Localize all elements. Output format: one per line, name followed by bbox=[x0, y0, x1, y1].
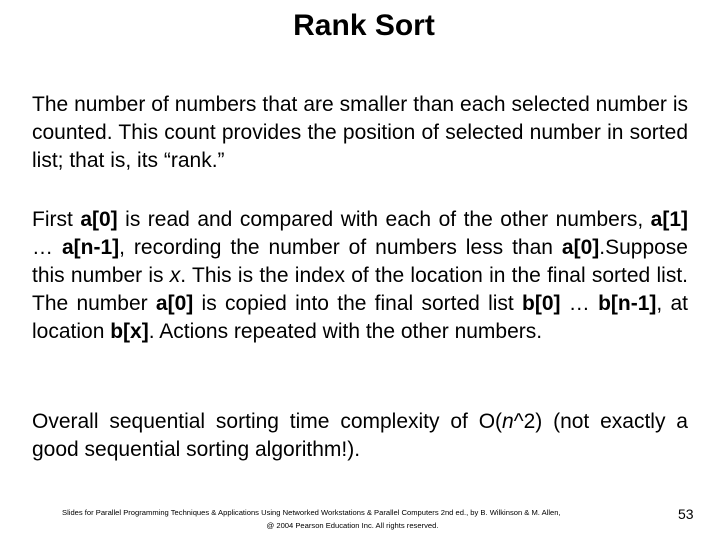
text-segment: … bbox=[560, 292, 599, 315]
slide-title: Rank Sort bbox=[293, 9, 435, 42]
text-segment: is copied into the final sorted list bbox=[193, 292, 523, 315]
paragraph-complexity bbox=[32, 408, 688, 464]
code-a0: a[0] bbox=[80, 208, 118, 231]
footer-citation: Slides for Parallel Programming Techniques & Applications Using Networked Workstations & Parallel Computers 2nd ed., by B. Wilkinson & M. Allen, bbox=[62, 508, 561, 517]
text-segment: is read and compared with each of the other numbers, bbox=[117, 208, 651, 231]
page-number: 53 bbox=[678, 506, 694, 522]
text-segment: … bbox=[32, 236, 62, 259]
code-a0: a[0] bbox=[155, 292, 194, 315]
code-bx: b[x] bbox=[110, 320, 149, 343]
footer-copyright: @ 2004 Pearson Education Inc. All rights reserved. bbox=[266, 521, 439, 530]
text-segment: .Suppose this number is bbox=[32, 236, 688, 287]
code-b0: b[0] bbox=[522, 292, 561, 315]
code-an-1: a[n-1] bbox=[61, 236, 120, 259]
text-segment: . This is the index of the location in the final sorted list. The number bbox=[32, 264, 688, 315]
variable-n: n bbox=[502, 410, 514, 433]
paragraph-rank-definition: The number of numbers that are smaller than each selected number is counted. This count provides the position of selected number in sorted list; that is, its “rank.” bbox=[32, 93, 688, 172]
code-a0: a[0] bbox=[561, 236, 600, 259]
code-bn-1: b[n-1] bbox=[598, 292, 657, 315]
text-segment: Overall sequential sorting time complexity of O( bbox=[32, 410, 503, 433]
text-segment: . Actions repeated with the other numbers. bbox=[148, 320, 543, 343]
paragraph-algorithm-description bbox=[32, 206, 688, 346]
code-a1: a[1] bbox=[650, 208, 688, 231]
text-segment: ^2) (not exactly a good sequential sorting algorithm!). bbox=[32, 410, 688, 461]
text-segment: , at location bbox=[32, 292, 688, 343]
variable-x: x bbox=[169, 264, 181, 287]
text-segment: , recording the number of numbers less than bbox=[119, 236, 562, 259]
text-segment: First bbox=[32, 208, 81, 231]
